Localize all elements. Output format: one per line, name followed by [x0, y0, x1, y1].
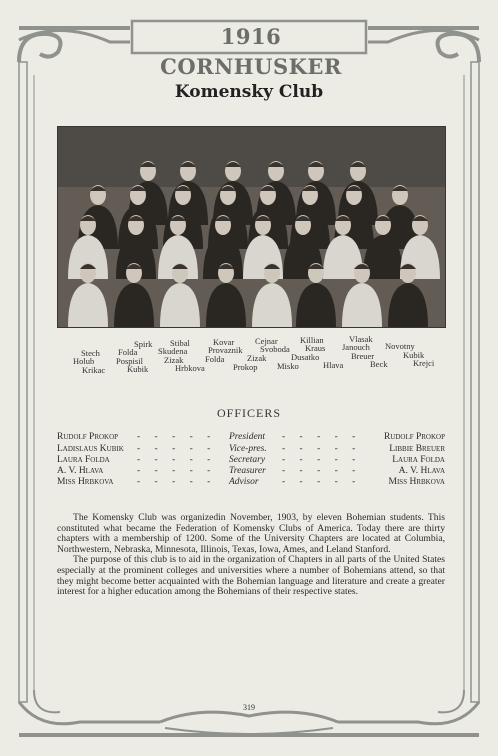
name-label: Hrbkova: [175, 363, 205, 373]
leader-dashes: - - - - -: [137, 444, 217, 454]
name-label: Stech: [81, 348, 100, 358]
name-label: Folda: [118, 347, 138, 357]
leader-dashes: - - - - -: [137, 455, 217, 465]
officer-first-term: Laura Folda: [57, 455, 110, 465]
officer-first-term: Ladislaus Kubik: [57, 444, 124, 454]
leader-dashes: - - - - -: [137, 477, 217, 487]
description-paragraph: The purpose of this club is to aid in the organization of Chapters in all parts of the United States especially at the prominent colleges and universities where a number of Bohemians attend, so that they might become better acquainted with the Bohemian language and literature and create a greater interest for a higher education among the Bohemians of their respective states.: [57, 554, 445, 598]
name-label: Breuer: [351, 351, 375, 361]
leader-dashes: - - - - -: [282, 477, 362, 487]
name-label: Stibal: [170, 338, 190, 348]
leader-dashes: - - - - -: [137, 466, 217, 476]
officer-second-term: Miss Hrbkova: [388, 477, 445, 487]
officer-second-term: Libbie Breuer: [389, 444, 445, 454]
officer-first-term: Miss Hrbkova: [57, 477, 114, 487]
name-label: Janouch: [342, 342, 370, 352]
name-label: Cejnar: [255, 336, 278, 346]
name-label: Svoboda: [260, 344, 290, 354]
name-label: Kubik: [403, 350, 425, 360]
name-label: Novotny: [385, 341, 415, 351]
description-paragraph: The Komensky Club was organizedin November, 1903, by eleven Bohemian students. This constituted what became the Federation of Komensky Clubs of America. Today there are thirty chapters with a membership of 1200. Some of the University Chapters are located at Columbia, Northwestern, Nebraska, Minnesota, Illinois, Texas, Iowa, Ames, and Leland Stanford.: [57, 512, 445, 555]
officer-role: President: [229, 432, 266, 442]
name-label: Vlasak: [349, 334, 373, 344]
name-label: Misko: [277, 361, 299, 371]
leader-dashes: - - - - -: [282, 455, 362, 465]
officers-heading: OFFICERS: [216, 406, 282, 420]
officer-row: [57, 444, 445, 455]
name-label: Zizak: [164, 355, 184, 365]
leader-dashes: - - - - -: [282, 432, 362, 442]
name-label: Spirk: [134, 339, 153, 349]
name-label: Kovar: [213, 337, 235, 347]
page-number: 319: [243, 703, 255, 712]
name-label: Zizak: [247, 353, 267, 363]
officer-row: [57, 477, 445, 488]
name-label: Krejci: [413, 358, 435, 368]
name-label: Provaznik: [208, 345, 243, 355]
group-photo: [57, 126, 446, 328]
name-label: Hlava: [323, 360, 344, 370]
officer-role: Secretary: [229, 455, 266, 465]
name-label: Skudena: [158, 346, 188, 356]
officer-row: [57, 455, 445, 466]
officer-second-term: Laura Folda: [392, 455, 445, 465]
officer-row: [57, 466, 445, 477]
name-label: Krikac: [82, 365, 106, 375]
name-label: Folda: [205, 354, 225, 364]
leader-dashes: - - - - -: [282, 444, 362, 454]
officer-first-term: A. V. Hlava: [57, 466, 104, 476]
name-label: Dusatko: [291, 352, 320, 362]
group-photo-figures: [58, 127, 445, 327]
club-description: [57, 513, 445, 598]
officer-second-term: Rudolf Prokop: [383, 432, 445, 442]
page-title: Komensky Club: [174, 82, 324, 102]
officer-role: Vice-pres.: [229, 444, 267, 454]
name-label: Kubik: [127, 364, 149, 374]
name-label: Kraus: [305, 343, 326, 353]
name-label: Holub: [73, 356, 95, 366]
officer-row: [57, 432, 445, 443]
name-label: Beck: [370, 359, 388, 369]
photo-caption-names: [57, 330, 447, 380]
officer-first-term: Rudolf Prokop: [57, 432, 119, 442]
officer-role: Treasurer: [229, 466, 266, 476]
officer-role: Advisor: [229, 477, 259, 487]
leader-dashes: - - - - -: [282, 466, 362, 476]
leader-dashes: - - - - -: [137, 432, 217, 442]
name-label: Pospisil: [116, 356, 143, 366]
name-label: Killian: [300, 335, 324, 345]
yearbook-header-title: 1916 CORNHUSKER: [160, 24, 342, 79]
name-label: Prokop: [233, 362, 258, 372]
officer-second-term: A. V. Hlava: [398, 466, 445, 476]
